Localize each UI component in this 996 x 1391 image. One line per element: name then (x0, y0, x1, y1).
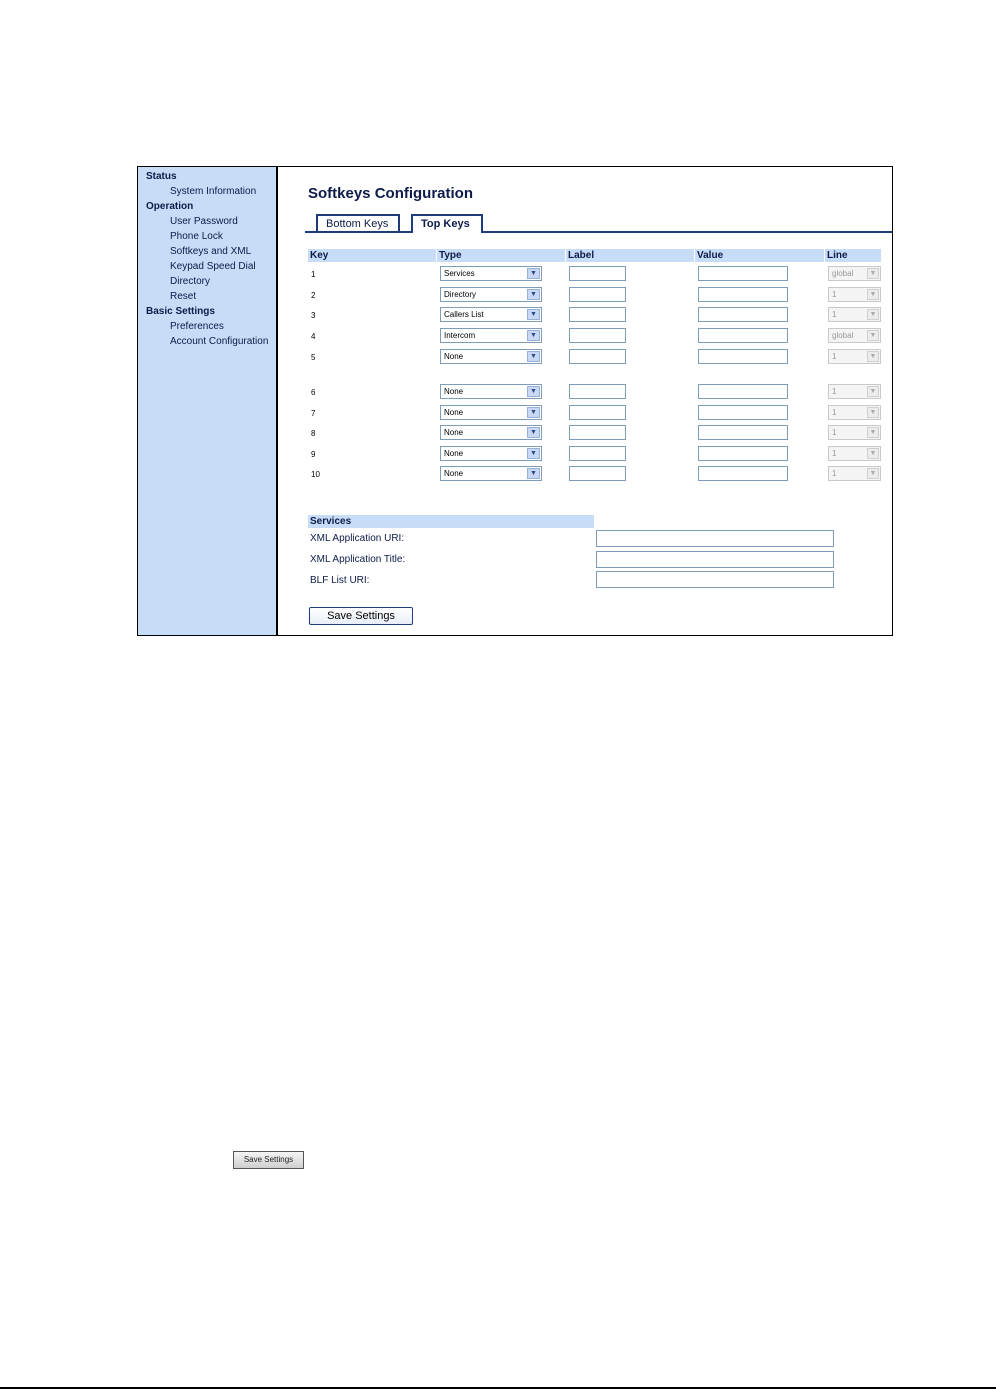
type-select-value: None (444, 428, 464, 437)
type-select-value: None (444, 408, 464, 417)
key-number: 1 (311, 270, 316, 279)
chevron-down-icon: ▼ (527, 330, 540, 341)
chevron-down-icon: ▼ (867, 351, 879, 362)
column-header-line: Line (825, 249, 881, 262)
key-number: 6 (311, 388, 316, 397)
type-select[interactable] (440, 328, 542, 343)
line-select[interactable] (828, 425, 881, 440)
sidebar-item-preferences[interactable]: Preferences (170, 321, 224, 332)
label-input[interactable] (569, 384, 626, 399)
sidebar-item-reset[interactable]: Reset (170, 291, 197, 302)
chevron-down-icon: ▼ (867, 330, 879, 341)
chevron-down-icon: ▼ (527, 448, 540, 459)
column-header-key: Key (308, 249, 436, 262)
line-select[interactable] (828, 384, 881, 399)
type-select[interactable] (440, 307, 542, 322)
line-select[interactable] (828, 446, 881, 461)
type-select-value: Services (444, 269, 475, 278)
xml-application-uri-input[interactable] (596, 530, 834, 547)
sidebar-item-directory[interactable]: Directory (170, 276, 211, 287)
column-header-value: Value (695, 249, 824, 262)
chevron-down-icon: ▼ (867, 386, 879, 397)
sidebar-item-phone-lock[interactable]: Phone Lock (170, 231, 223, 242)
line-select-value: 1 (832, 352, 837, 361)
type-select[interactable] (440, 287, 542, 302)
key-number: 9 (311, 450, 316, 459)
line-select-value: 1 (832, 310, 837, 319)
key-number: 10 (311, 470, 320, 479)
chevron-down-icon: ▼ (527, 309, 540, 320)
phone-web-ui-screenshot (137, 166, 893, 636)
line-select[interactable] (828, 287, 881, 302)
table-row (278, 446, 892, 464)
type-select[interactable] (440, 349, 542, 364)
sidebar-heading-status[interactable]: Status (146, 171, 177, 182)
key-number: 8 (311, 429, 316, 438)
chevron-down-icon: ▼ (867, 407, 879, 418)
line-select[interactable] (828, 328, 881, 343)
type-select[interactable] (440, 425, 542, 440)
chevron-down-icon: ▼ (527, 407, 540, 418)
chevron-down-icon: ▼ (527, 468, 540, 479)
sidebar-heading-operation[interactable]: Operation (146, 201, 194, 212)
chevron-down-icon: ▼ (867, 309, 879, 320)
page-title: Softkeys Configuration (308, 185, 474, 202)
sidebar-item-user-password[interactable]: User Password (170, 216, 238, 227)
key-number: 3 (311, 311, 316, 320)
line-select[interactable] (828, 307, 881, 322)
table-row (278, 425, 892, 443)
main-content (278, 167, 892, 635)
type-select-value: Callers List (444, 310, 484, 319)
type-select[interactable] (440, 446, 542, 461)
xml-application-uri-label: XML Application URI: (310, 533, 405, 544)
label-input[interactable] (569, 446, 626, 461)
blf-list-uri-label: BLF List URI: (310, 575, 370, 586)
label-input[interactable] (569, 307, 626, 322)
value-input[interactable] (698, 328, 788, 343)
sidebar-item-keypad-speed-dial[interactable]: Keypad Speed Dial (170, 261, 256, 272)
key-number: 7 (311, 409, 316, 418)
value-input[interactable] (698, 287, 788, 302)
value-input[interactable] (698, 425, 788, 440)
value-input[interactable] (698, 266, 788, 281)
chevron-down-icon: ▼ (527, 427, 540, 438)
save-settings-button-illustration: Save Settings (233, 1151, 304, 1169)
type-select-value: None (444, 469, 464, 478)
line-select-value: global (832, 269, 854, 278)
key-number: 4 (311, 332, 316, 341)
key-number: 5 (311, 353, 316, 362)
sidebar-item-softkeys-and-xml[interactable]: Softkeys and XML (170, 246, 252, 257)
type-select[interactable] (440, 384, 542, 399)
line-select-value: 1 (832, 428, 837, 437)
chevron-down-icon: ▼ (867, 468, 879, 479)
blf-list-uri-input[interactable] (596, 571, 834, 588)
table-row (278, 328, 892, 346)
table-row (278, 287, 892, 305)
column-header-type: Type (437, 249, 565, 262)
label-input[interactable] (569, 266, 626, 281)
sidebar-heading-basic-settings[interactable]: Basic Settings (146, 306, 215, 317)
type-select[interactable] (440, 266, 542, 281)
chevron-down-icon: ▼ (527, 351, 540, 362)
label-input[interactable] (569, 328, 626, 343)
table-row (278, 266, 892, 284)
label-input[interactable] (569, 287, 626, 302)
chevron-down-icon: ▼ (527, 386, 540, 397)
table-row (278, 466, 892, 484)
type-select-value: Directory (444, 290, 477, 299)
type-select-value: None (444, 387, 464, 396)
chevron-down-icon: ▼ (867, 427, 879, 438)
save-settings-button[interactable]: Save Settings (309, 607, 413, 625)
label-input[interactable] (569, 466, 626, 481)
value-input[interactable] (698, 384, 788, 399)
chevron-down-icon: ▼ (867, 289, 879, 300)
value-input[interactable] (698, 446, 788, 461)
sidebar-item-system-information[interactable]: System Information (170, 186, 257, 197)
chevron-down-icon: ▼ (867, 268, 879, 279)
label-input[interactable] (569, 349, 626, 364)
line-select-value: 1 (832, 408, 837, 417)
services-heading: Services (308, 515, 594, 528)
chevron-down-icon: ▼ (527, 289, 540, 300)
table-row (278, 307, 892, 325)
chevron-down-icon: ▼ (527, 268, 540, 279)
value-input[interactable] (698, 405, 788, 420)
table-row (278, 384, 892, 402)
label-input[interactable] (569, 425, 626, 440)
line-select-value: 1 (832, 387, 837, 396)
type-select[interactable] (440, 405, 542, 420)
line-select-value: global (832, 331, 854, 340)
tab-divider (305, 231, 892, 233)
line-select[interactable] (828, 405, 881, 420)
line-select-value: 1 (832, 290, 837, 299)
sidebar-item-account-configuration[interactable]: Account Configuration (170, 336, 269, 347)
line-select[interactable] (828, 266, 881, 281)
type-select-value: None (444, 449, 464, 458)
line-select[interactable] (828, 349, 881, 364)
type-select-value: Intercom (444, 331, 476, 340)
table-row (278, 349, 892, 367)
column-header-label: Label (566, 249, 694, 262)
tab-top-keys[interactable]: Top Keys (411, 214, 483, 233)
value-input[interactable] (698, 349, 788, 364)
type-select-value: None (444, 352, 464, 361)
type-select[interactable] (440, 466, 542, 481)
value-input[interactable] (698, 307, 788, 322)
page-bottom-rule (0, 1387, 996, 1389)
line-select[interactable] (828, 466, 881, 481)
xml-application-title-input[interactable] (596, 551, 834, 568)
tab-bottom-keys[interactable]: Bottom Keys (316, 214, 400, 231)
sidebar-nav (138, 167, 278, 635)
value-input[interactable] (698, 466, 788, 481)
xml-application-title-label: XML Application Title: (310, 554, 406, 565)
line-select-value: 1 (832, 469, 837, 478)
key-number: 2 (311, 291, 316, 300)
label-input[interactable] (569, 405, 626, 420)
line-select-value: 1 (832, 449, 837, 458)
chevron-down-icon: ▼ (867, 448, 879, 459)
table-row (278, 405, 892, 423)
